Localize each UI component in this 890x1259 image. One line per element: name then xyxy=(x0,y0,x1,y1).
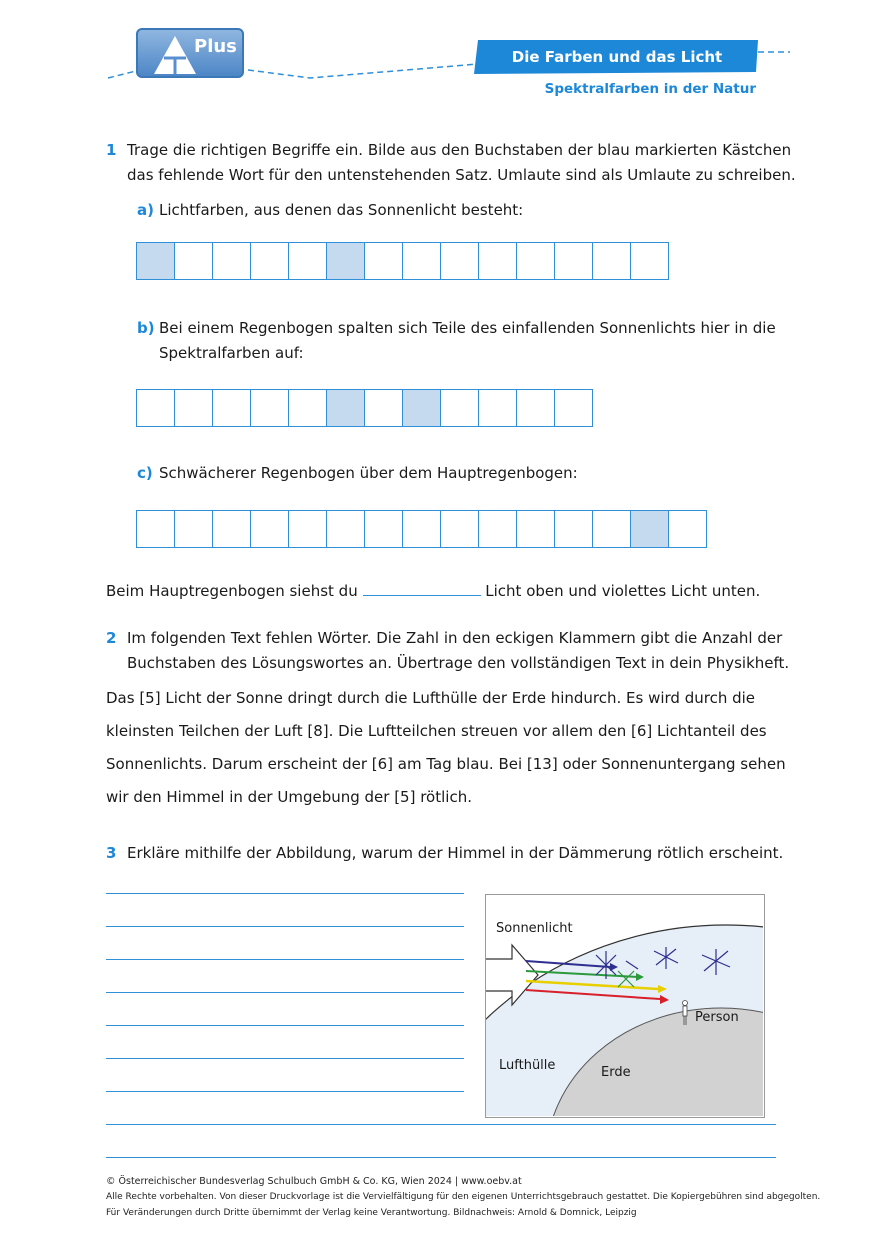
task1c-label: c) xyxy=(137,464,153,482)
solution-blank[interactable] xyxy=(363,579,481,596)
letter-box[interactable] xyxy=(213,511,251,547)
letter-box[interactable] xyxy=(327,390,365,426)
header-decoration xyxy=(0,0,890,110)
writing-line[interactable] xyxy=(106,959,464,960)
letter-box[interactable] xyxy=(669,511,707,547)
triangle-logo-icon xyxy=(152,34,198,76)
task1-line2: das fehlende Wort für den untenstehenden Satz. Umlaute sind als Umlaute zu schreiben. xyxy=(127,166,796,184)
task1b-text1: Bei einem Regenbogen spalten sich Teile des einfallenden Sonnenlichts hier in die xyxy=(159,319,776,337)
atmosphere-figure xyxy=(485,894,765,1118)
letter-box[interactable] xyxy=(175,511,213,547)
footer-credits: Für Veränderungen durch Dritte übernimmt der Verlag keine Verantwortung. Bildnachweis: Arnold & Domnick, Leipzig xyxy=(106,1208,637,1218)
letter-box[interactable] xyxy=(175,243,213,279)
answer-boxes-c[interactable] xyxy=(136,510,707,548)
writing-line[interactable] xyxy=(106,1025,464,1026)
plus-logo xyxy=(136,28,244,78)
chapter-title: Die Farben und das Licht xyxy=(511,48,723,66)
task1-number: 1 xyxy=(106,141,117,159)
task2-paragraph-4: wir den Himmel in der Umgebung der [5] rötlich. xyxy=(106,788,472,806)
letter-box[interactable] xyxy=(517,390,555,426)
letter-box[interactable] xyxy=(137,511,175,547)
task2-number: 2 xyxy=(106,629,117,647)
task2-paragraph-1: Das [5] Licht der Sonne dringt durch die Lufthülle der Erde hindurch. Es wird durch die xyxy=(106,689,756,707)
letter-box[interactable] xyxy=(441,390,479,426)
letter-box[interactable] xyxy=(251,243,289,279)
task1c-text: Schwächerer Regenbogen über dem Hauptregenbogen: xyxy=(159,464,578,482)
letter-box[interactable] xyxy=(441,511,479,547)
writing-line[interactable] xyxy=(106,1157,776,1158)
answer-boxes-a[interactable] xyxy=(136,242,669,280)
letter-box[interactable] xyxy=(517,511,555,547)
letter-box[interactable] xyxy=(403,511,441,547)
label-sonnenlicht: Sonnenlicht xyxy=(496,921,573,936)
task2-line2: Buchstaben des Lösungswortes an. Übertrage den vollständigen Text in dein Physikheft. xyxy=(127,654,790,672)
letter-box[interactable] xyxy=(251,390,289,426)
letter-box[interactable] xyxy=(479,511,517,547)
letter-box[interactable] xyxy=(593,511,631,547)
letter-box[interactable] xyxy=(631,243,669,279)
letter-box[interactable] xyxy=(327,243,365,279)
sentence-after: Licht oben und violettes Licht unten. xyxy=(485,582,761,600)
letter-box[interactable] xyxy=(289,243,327,279)
letter-box[interactable] xyxy=(555,390,593,426)
letter-box[interactable] xyxy=(251,511,289,547)
answer-boxes-b[interactable] xyxy=(136,389,593,427)
writing-line[interactable] xyxy=(106,893,464,894)
writing-line[interactable] xyxy=(106,1091,464,1092)
footer-copyright: © Österreichischer Bundesverlag Schulbuch GmbH & Co. KG, Wien 2024 | www.oebv.at xyxy=(106,1176,522,1187)
letter-box[interactable] xyxy=(365,243,403,279)
writing-line[interactable] xyxy=(106,926,464,927)
letter-box[interactable] xyxy=(365,390,403,426)
label-erde: Erde xyxy=(601,1065,631,1080)
letter-box[interactable] xyxy=(555,243,593,279)
letter-box[interactable] xyxy=(479,243,517,279)
task1a-label: a) xyxy=(137,201,154,219)
letter-box[interactable] xyxy=(403,390,441,426)
writing-line[interactable] xyxy=(106,1124,776,1125)
label-person: Person xyxy=(695,1010,739,1025)
task3-number: 3 xyxy=(106,844,117,862)
logo-text: Plus xyxy=(194,36,237,57)
footer-rights: Alle Rechte vorbehalten. Von dieser Druckvorlage ist die Vervielfältigung für den eigenen Unterrichtsgebrauch gestattet. Die Kopiergebühren sind abgegolten. xyxy=(106,1192,821,1202)
letter-box[interactable] xyxy=(137,390,175,426)
task1b-label: b) xyxy=(137,319,155,337)
task3-text: Erkläre mithilfe der Abbildung, warum der Himmel in der Dämmerung rötlich erscheint. xyxy=(127,844,784,862)
label-lufthuelle: Lufthülle xyxy=(499,1058,556,1073)
task1-line1: Trage die richtigen Begriffe ein. Bilde aus den Buchstaben der blau markierten Kästchen xyxy=(127,141,792,159)
letter-box[interactable] xyxy=(213,390,251,426)
letter-box[interactable] xyxy=(213,243,251,279)
sentence-before: Beim Hauptregenbogen siehst du xyxy=(106,582,358,600)
letter-box[interactable] xyxy=(289,390,327,426)
letter-box[interactable] xyxy=(365,511,403,547)
letter-box[interactable] xyxy=(593,243,631,279)
letter-box[interactable] xyxy=(631,511,669,547)
section-title: Spektralfarben in der Natur xyxy=(544,81,756,97)
letter-box[interactable] xyxy=(441,243,479,279)
letter-box[interactable] xyxy=(175,390,213,426)
letter-box[interactable] xyxy=(137,243,175,279)
task1b-text2: Spektralfarben auf: xyxy=(159,344,304,362)
task2-line1: Im folgenden Text fehlen Wörter. Die Zahl in den eckigen Klammern gibt die Anzahl der xyxy=(127,629,783,647)
task2-paragraph-2: kleinsten Teilchen der Luft [8]. Die Luftteilchen streuen vor allem den [6] Lichtanteil des xyxy=(106,722,767,740)
letter-box[interactable] xyxy=(555,511,593,547)
writing-line[interactable] xyxy=(106,1058,464,1059)
task2-paragraph-3: Sonnenlichts. Darum erscheint der [6] am Tag blau. Bei [13] oder Sonnenuntergang sehen xyxy=(106,755,786,773)
writing-line[interactable] xyxy=(106,992,464,993)
task1a-text: Lichtfarben, aus denen das Sonnenlicht besteht: xyxy=(159,201,524,219)
solution-sentence xyxy=(106,579,760,604)
letter-box[interactable] xyxy=(327,511,365,547)
letter-box[interactable] xyxy=(403,243,441,279)
letter-box[interactable] xyxy=(517,243,555,279)
letter-box[interactable] xyxy=(479,390,517,426)
letter-box[interactable] xyxy=(289,511,327,547)
